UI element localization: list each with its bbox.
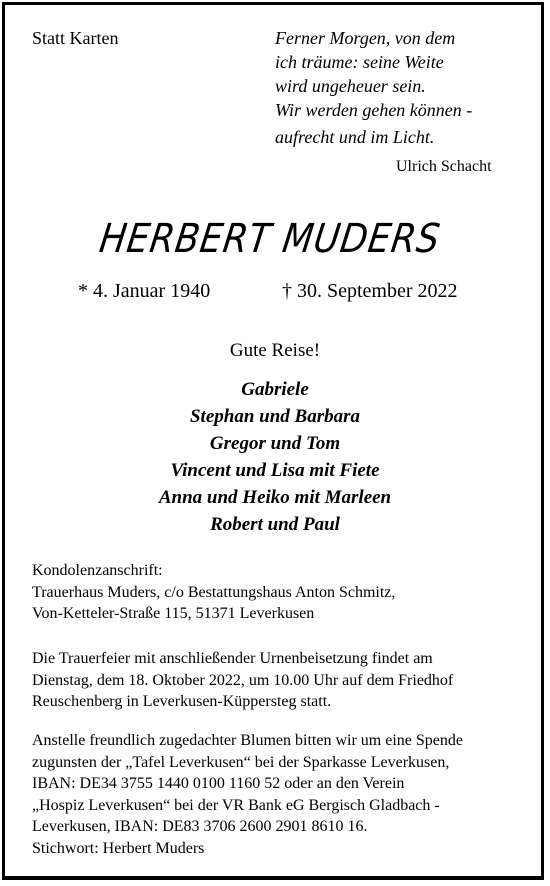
death-date: † 30. September 2022 xyxy=(282,280,458,302)
family-member: Vincent und Lisa mit Fiete xyxy=(170,460,380,481)
ceremony-line: Reuschenberg in Leverkusen-Küppersteg statt. xyxy=(32,693,332,710)
donation-info xyxy=(32,730,463,859)
family-member: Robert und Paul xyxy=(210,514,340,535)
birth-date: * 4. Januar 1940 xyxy=(78,280,211,302)
donation-line: Stichwort: Herbert Muders xyxy=(32,839,205,857)
poem-line: Wir werden gehen können - xyxy=(275,100,473,120)
poem-line: Ferner Morgen, von dem xyxy=(275,28,456,48)
poem-author: Ulrich Schacht xyxy=(396,158,492,175)
family-list xyxy=(0,376,550,538)
family-member: Gregor und Tom xyxy=(209,433,341,454)
family-member: Stephan und Barbara xyxy=(189,406,360,427)
family-member: Anna und Heiko mit Marleen xyxy=(158,487,392,508)
donation-line: IBAN: DE34 3755 1440 0100 1160 52 oder an den Verein xyxy=(32,775,405,792)
donation-line: „Hospiz Leverkusen“ bei der VR Bank eG Bergisch Gladbach - xyxy=(32,796,440,814)
deceased-name-text: HERBERT MUDERS xyxy=(96,216,491,262)
family-member: Gabriele xyxy=(241,379,309,400)
farewell-text: Gute Reise! xyxy=(229,340,321,361)
condolence-address xyxy=(32,560,395,625)
condolence-line: Kondolenzanschrift: xyxy=(32,562,163,579)
condolence-line: Trauerhaus Muders, c/o Bestattungshaus Anton Schmitz, xyxy=(32,583,396,601)
poem xyxy=(275,26,472,149)
donation-line: Anstelle freundlich zugedachter Blumen bitten wir um eine Spende xyxy=(32,732,463,749)
donation-line: Leverkusen, IBAN: DE83 3706 2600 2901 8610 16. xyxy=(32,818,368,835)
ceremony-line: Dienstag, dem 18. Oktober 2022, um 10.00 Uhr auf dem Friedhof xyxy=(32,671,454,689)
donation-line: zugunsten der „Tafel Leverkusen“ bei der Sparkasse Leverkusen, xyxy=(32,753,450,771)
condolence-line: Von-Ketteler-Straße 115, 51371 Leverkusen xyxy=(32,605,315,622)
statt-karten-label: Statt Karten xyxy=(32,28,119,48)
poem-line: ich träume: seine Weite xyxy=(275,52,444,72)
poem-line: wird ungeheuer sein. xyxy=(275,76,426,96)
deceased-name xyxy=(96,210,491,266)
ceremony-line: Die Trauerfeier mit anschließender Urnenbeisetzung findet am xyxy=(32,650,433,667)
ceremony-info xyxy=(32,648,453,713)
poem-line: aufrecht und im Licht. xyxy=(275,127,435,147)
